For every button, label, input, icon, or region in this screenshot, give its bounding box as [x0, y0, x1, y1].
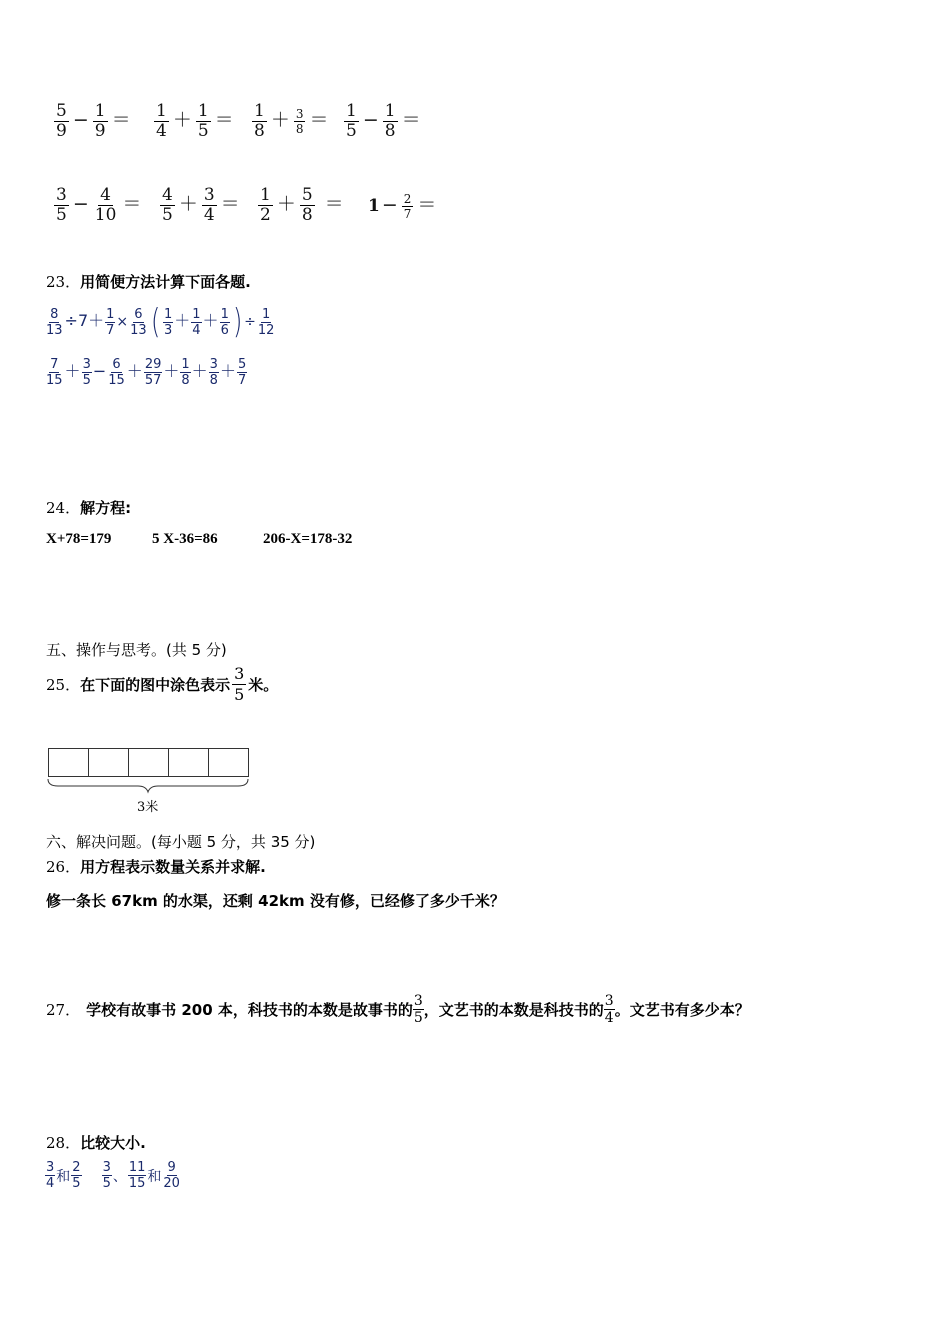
- fraction: $\frac{3}{5}$: [56, 185, 67, 225]
- fraction: $\frac{5}{8}$: [301, 185, 313, 225]
- fraction: $\frac{3}{5}$: [82, 357, 91, 388]
- fraction: $\frac{1}{8}$: [384, 101, 396, 141]
- calc-row-2-item-2: $\frac{4}{5}$ ＋ $\frac{3}{4}$ ＝: [162, 185, 240, 225]
- calc-row-1: [52, 102, 133, 141]
- fraction: $\frac{4}{10}$: [94, 185, 117, 225]
- calc-row-1-item-4: $\frac{1}{5}$ − $\frac{1}{8}$ ＝: [346, 101, 421, 141]
- calc-1-1: $\frac{5}{9}$ − $\frac{1}{9}$ ＝: [56, 101, 131, 141]
- fraction: $\frac{1}{4}$: [192, 306, 201, 338]
- fraction: $\frac{1}{12}$: [257, 306, 275, 338]
- fraction: $\frac{29}{57}$: [144, 357, 162, 388]
- fraction: $\frac{1}{2}$: [260, 185, 271, 225]
- fraction: $\frac{1}{5}$: [346, 101, 357, 141]
- bar-segment[interactable]: [88, 748, 128, 777]
- question-24-title: 24．解方程:: [46, 499, 132, 517]
- equation-3: 206-X=178-32: [263, 531, 353, 547]
- q28-comparisons: $\frac{3}{4}$ 和 $\frac{2}{5}$ $\frac{3}{5}$ 、 $\frac{11}{15}$ 和 $\frac{9}{20}$: [46, 1160, 180, 1191]
- calc-row-2-item-1: $\frac{3}{5}$ − $\frac{4}{10}$ ＝: [56, 185, 142, 225]
- fraction: $\frac{1}{3}$: [163, 306, 173, 338]
- fraction: $\frac{2}{5}$: [72, 1160, 81, 1191]
- fraction: $\frac{6}{13}$: [130, 306, 147, 338]
- bar-segment[interactable]: [208, 748, 249, 777]
- equation-2: 5 X-36=86: [152, 531, 218, 547]
- calc-row-2-item-4: 1 − $\frac{2}{7}$ ＝: [368, 192, 437, 221]
- bar-segment[interactable]: [168, 748, 208, 777]
- fraction: $\frac{3}{5}$: [102, 1160, 111, 1191]
- section-6-title: 六、解决问题。(每小题 5 分，共 35 分): [46, 833, 316, 851]
- fraction: $\frac{3}{4}$: [46, 1160, 55, 1191]
- fraction: $\frac{3}{4}$: [203, 185, 215, 225]
- shading-bar[interactable]: [48, 748, 249, 777]
- question-26-text: 修一条长 67km 的水渠，还剩 42km 没有修，已经修了多少千米？: [46, 892, 505, 910]
- fraction: $\frac{1}{8}$: [254, 101, 265, 141]
- fraction: $\frac{1}{5}$: [197, 101, 209, 141]
- equation-1: X+78=179: [46, 531, 112, 547]
- fraction: $\frac{3}{8}$: [209, 357, 218, 388]
- fraction: $\frac{1}{4}$: [156, 101, 167, 141]
- fraction: $\frac{4}{5}$: [162, 185, 173, 225]
- calc-row-1-item-3: $\frac{1}{8}$ ＋ $\frac{3}{8}$ ＝: [254, 101, 329, 141]
- question-27: 27． 学校有故事书 200 本，科技书的本数是故事书的 $\frac{3}{5}$ ，文艺书的本数是科技书的 $\frac{3}{4}$ 。文艺书有多少本？: [46, 993, 750, 1026]
- section-5-title: 五、操作与思考。(共 5 分): [46, 641, 227, 659]
- question-25: 25． 在下面的图中涂色表示 $\frac{3}{5}$ 米。: [46, 664, 279, 704]
- fraction: $\frac{3}{5}$: [234, 664, 245, 704]
- fraction: $\frac{5}{7}$: [237, 357, 247, 388]
- calc-row-1-item-2: $\frac{1}{4}$ ＋ $\frac{1}{5}$ ＝: [156, 101, 234, 141]
- q23-expression-2: $\frac{7}{15}$ ＋ $\frac{3}{5}$ − $\frac{6}{15}$ ＋ $\frac{29}{57}$ ＋ $\frac{1}{8}$ ＋ $\frac{3}{8}$ ＋ $\frac{5}{7}$: [46, 357, 247, 388]
- question-28-title: 28．比较大小.: [46, 1134, 146, 1152]
- fraction: $\frac{3}{5}$: [413, 993, 423, 1026]
- fraction: $\frac{1}{7}$: [106, 306, 115, 338]
- fraction: $\frac{3}{8}$: [295, 107, 304, 136]
- question-26-title: 26．用方程表示数量关系并求解.: [46, 858, 266, 876]
- fraction: $\frac{11}{15}$: [128, 1160, 146, 1191]
- fraction: $\frac{9}{20}$: [163, 1160, 180, 1191]
- brace: [46, 778, 250, 794]
- bar-segment[interactable]: [48, 748, 88, 777]
- q23-expression-1: $\frac{8}{13}$ ÷7＋ $\frac{1}{7}$ × $\frac{6}{13}$ ( $\frac{1}{3}$ ＋ $\frac{1}{4}$ ＋ $\frac{1}{6}$ ) ÷ $\frac{1}{12}$: [46, 302, 275, 342]
- bar-segment[interactable]: [128, 748, 168, 777]
- fraction: $\frac{3}{4}$: [604, 993, 614, 1026]
- fraction: $\frac{1}{9}$: [94, 101, 106, 141]
- question-23-title: 23．用简便方法计算下面各题.: [46, 273, 251, 291]
- fraction: $\frac{1}{6}$: [220, 306, 229, 338]
- fraction: $\frac{7}{15}$: [46, 357, 63, 388]
- bar-length-label: 3米: [137, 800, 159, 815]
- calc-row-2-item-3: $\frac{1}{2}$ ＋ $\frac{5}{8}$ ＝: [260, 185, 344, 225]
- fraction: $\frac{6}{15}$: [108, 357, 125, 388]
- fraction: $\frac{8}{13}$: [46, 306, 63, 338]
- fraction: $\frac{2}{7}$: [403, 192, 412, 221]
- fraction: $\frac{1}{8}$: [181, 357, 190, 388]
- fraction: $\frac{5}{9}$: [56, 101, 67, 141]
